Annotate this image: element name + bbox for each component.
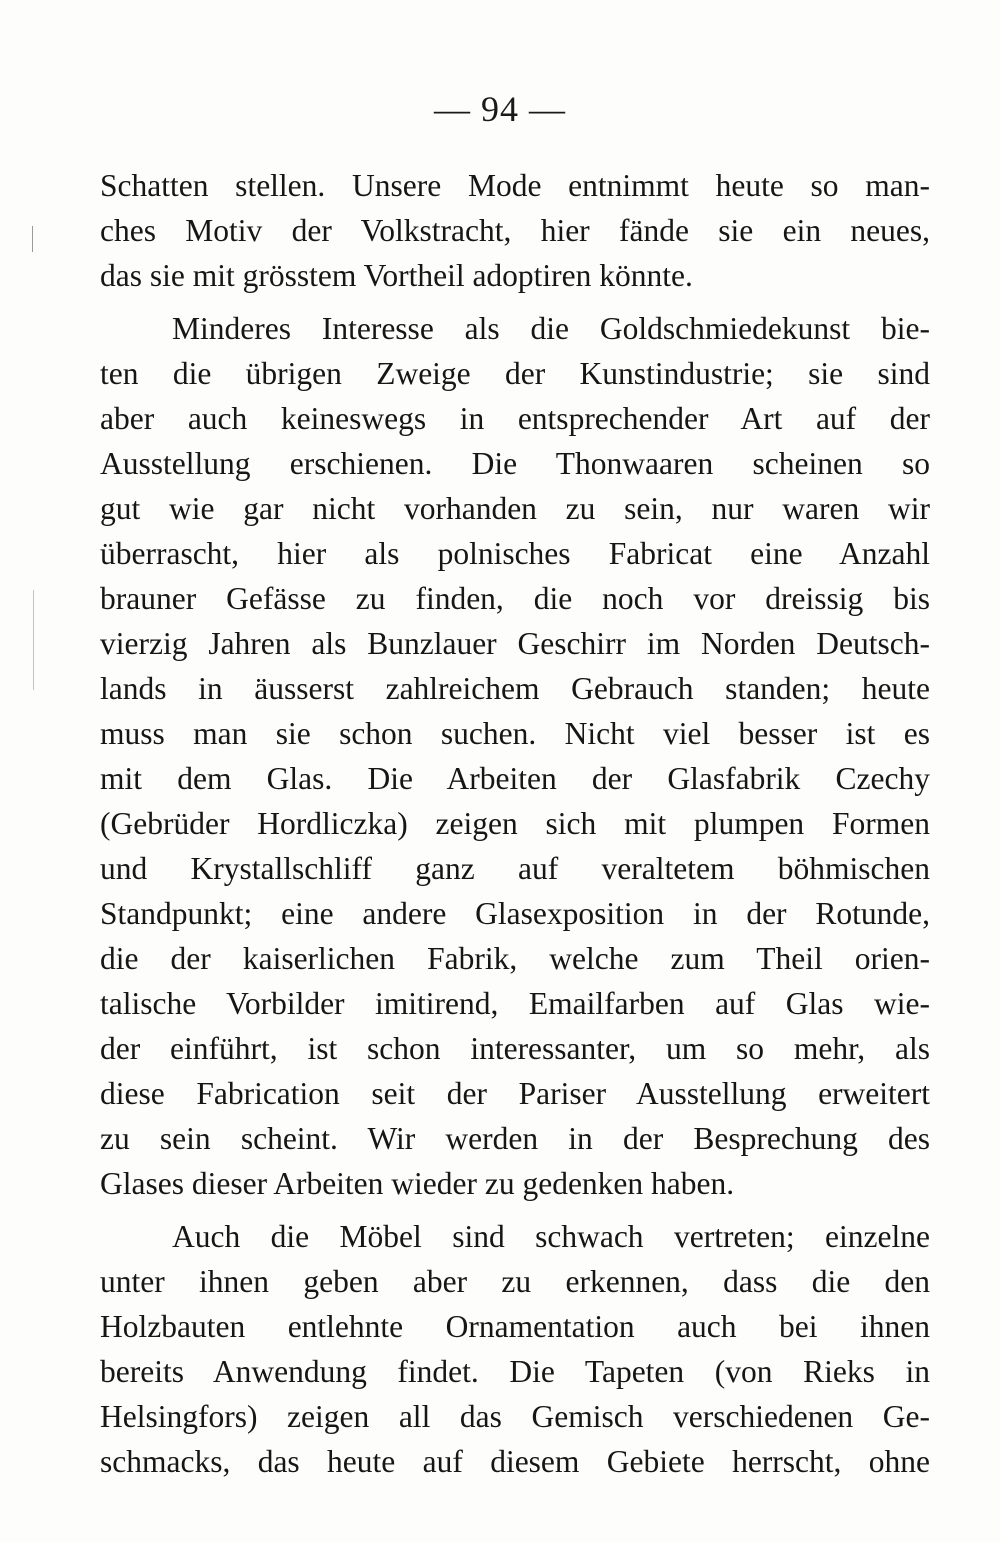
text-line: bereits Anwendung findet. Die Tapeten (von Rieks in xyxy=(100,1354,930,1389)
paragraph xyxy=(100,163,930,298)
text-line: Holzbauten entlehnte Ornamentation auch bei ihnen xyxy=(100,1309,930,1344)
margin-mark xyxy=(33,590,34,690)
text-line: überrascht, hier als polnisches Fabricat eine Anzahl xyxy=(100,536,930,571)
text-line: Standpunkt; eine andere Glasexposition in der Rotunde, xyxy=(100,896,930,931)
body-text xyxy=(100,163,930,1484)
paragraph xyxy=(100,306,930,1206)
text-line: (Gebrüder Hordliczka) zeigen sich mit plumpen Formen xyxy=(100,806,930,841)
text-line: Minderes Interesse als die Goldschmiedekunst bie- xyxy=(172,311,930,346)
text-line: die der kaiserlichen Fabrik, welche zum Theil orien- xyxy=(100,941,930,976)
text-line: lands in äusserst zahlreichem Gebrauch standen; heute xyxy=(100,671,930,706)
text-line: vierzig Jahren als Bunzlauer Geschirr im Norden Deutsch- xyxy=(100,626,930,661)
paragraph xyxy=(100,1214,930,1484)
text-line: muss man sie schon suchen. Nicht viel besser ist es xyxy=(100,716,930,751)
text-line: das sie mit grösstem Vortheil adoptiren könnte. xyxy=(100,258,693,293)
text-line: Ausstellung erschienen. Die Thonwaaren scheinen so xyxy=(100,446,930,481)
text-line: und Krystallschliff ganz auf veraltetem böhmischen xyxy=(100,851,930,886)
text-line: schmacks, das heute auf diesem Gebiete herrscht, ohne xyxy=(100,1444,930,1479)
text-line: der einführt, ist schon interessanter, um so mehr, als xyxy=(100,1031,930,1066)
margin-mark xyxy=(32,226,33,252)
text-line: Schatten stellen. Unsere Mode entnimmt heute so man- xyxy=(100,168,930,203)
text-line: brauner Gefässe zu finden, die noch vor dreissig bis xyxy=(100,581,930,616)
text-line: mit dem Glas. Die Arbeiten der Glasfabrik Czechy xyxy=(100,761,930,796)
text-line: Glases dieser Arbeiten wieder zu gedenken haben. xyxy=(100,1166,735,1201)
text-line: gut wie gar nicht vorhanden zu sein, nur waren wir xyxy=(100,491,930,526)
text-line: diese Fabrication seit der Pariser Ausstellung erweitert xyxy=(100,1076,930,1111)
text-line: zu sein scheint. Wir werden in der Besprechung des xyxy=(100,1121,930,1156)
text-line: ten die übrigen Zweige der Kunstindustrie; sie sind xyxy=(100,356,930,391)
text-line: Auch die Möbel sind schwach vertreten; einzelne xyxy=(172,1219,930,1254)
page-number: — 94 — xyxy=(434,89,566,129)
text-line: aber auch keineswegs in entsprechender Art auf der xyxy=(100,401,930,436)
text-line: ches Motiv der Volkstracht, hier fände sie ein neues, xyxy=(100,213,930,248)
text-line: Helsingfors) zeigen all das Gemisch verschiedenen Ge- xyxy=(100,1399,930,1434)
text-line: talische Vorbilder imitirend, Emailfarben auf Glas wie- xyxy=(100,986,930,1021)
text-line: unter ihnen geben aber zu erkennen, dass die den xyxy=(100,1264,930,1299)
